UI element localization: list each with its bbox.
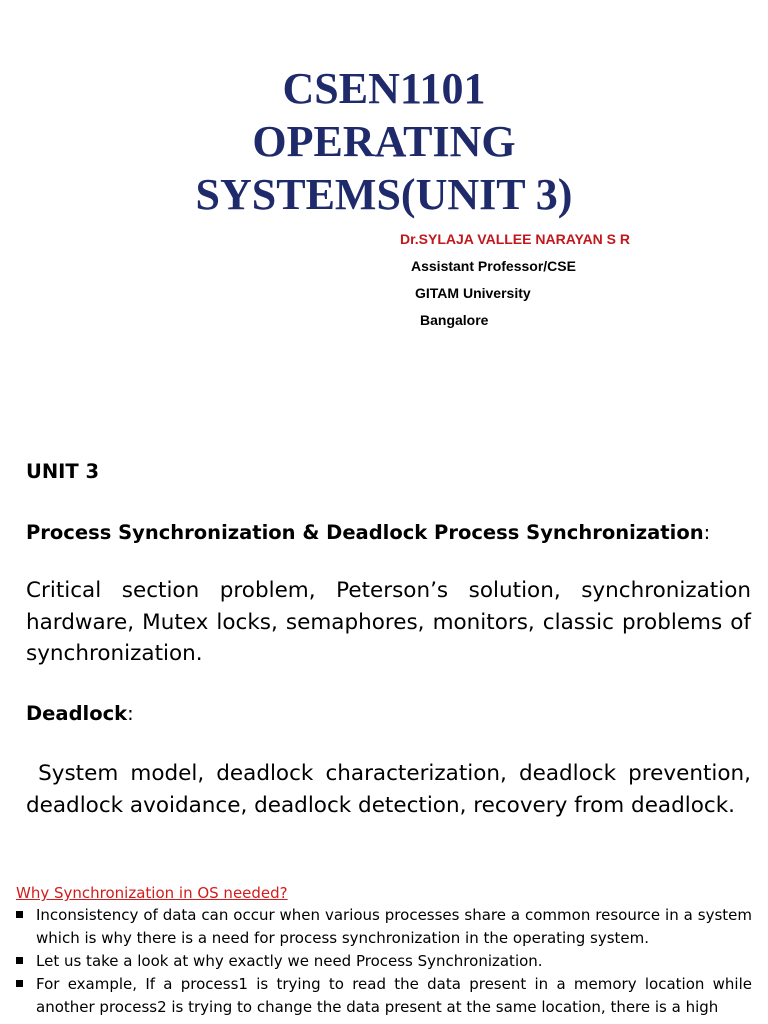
bullet-item (16, 904, 752, 950)
deadlock-label: Deadlock (26, 701, 128, 725)
bullet-text: For example, If a process1 is trying to read the data present in a memory location while another process2 is trying to change the data present at the same location, there is a high (36, 975, 752, 1016)
deadlock-heading (26, 698, 751, 730)
bullet-text: Let us take a look at why exactly we need Process Synchronization. (36, 952, 543, 970)
author-university: GITAM University (415, 285, 531, 301)
square-bullet-icon (16, 957, 23, 964)
deadlock-colon: : (127, 701, 134, 725)
title-subject: OPERATING (252, 117, 516, 166)
unit-heading: UNIT 3 (26, 460, 100, 483)
author-city: Bangalore (420, 312, 489, 328)
slide-title (0, 62, 768, 221)
deadlock-topics: System model, deadlock characterization, deadlock prevention, deadlock avoidance, deadlock detection, recovery from deadlock. (26, 761, 758, 818)
bullet-text: Inconsistency of data can occur when various processes share a common resource in a system which is why there is a need for process synchronization in the operating system. (36, 906, 752, 947)
square-bullet-icon (16, 980, 23, 987)
sync-topics: Critical section problem, Peterson’s solution, synchronization hardware, Mutex locks, semaphores, monitors, classic problems of synchronization. (26, 578, 751, 666)
topic-heading-text: Process Synchronization & Deadlock Process Synchronization (26, 520, 704, 544)
bullet-item (16, 950, 752, 973)
bullet-item (16, 973, 752, 1019)
author-name: Dr.SYLAJA VALLEE NARAYAN S R (400, 231, 631, 247)
why-sync-title: Why Synchronization in OS needed? (16, 884, 288, 902)
syllabus-content (26, 456, 758, 821)
square-bullet-icon (16, 911, 23, 918)
title-course-code: CSEN1101 (282, 64, 486, 113)
topic-heading-colon: : (703, 520, 711, 544)
title-unit: SYSTEMS(UNIT 3) (195, 170, 573, 219)
why-sync-section (16, 882, 752, 1019)
why-sync-bullets (16, 904, 752, 1019)
author-designation: Assistant Professor/CSE (411, 258, 576, 274)
topic-heading (26, 517, 751, 549)
